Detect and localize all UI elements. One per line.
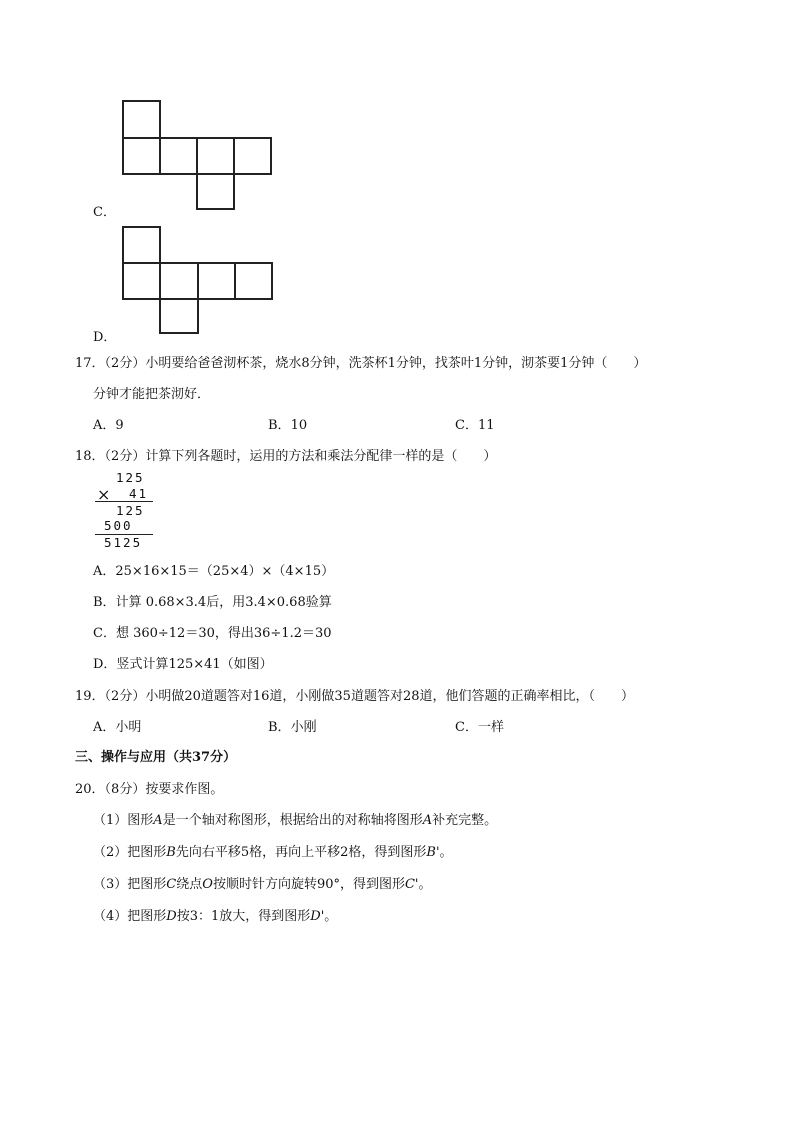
q20-text: 按要求作图。 bbox=[145, 782, 224, 797]
q20-number: 20． bbox=[75, 782, 105, 797]
q18-number: 18． bbox=[75, 449, 105, 464]
option-c-label[interactable]: C． bbox=[93, 205, 116, 220]
item-text: 补充完整。 bbox=[432, 813, 498, 828]
q18-option-a[interactable] bbox=[93, 560, 334, 579]
figure-variable: O bbox=[202, 877, 213, 892]
q19-option-a[interactable] bbox=[93, 716, 141, 735]
calc-rule bbox=[95, 501, 153, 502]
q20-item-4 bbox=[93, 905, 337, 924]
net-c-svg bbox=[120, 98, 276, 212]
q18-text: 计算下列各题时，运用的方法和乘法分配律一样的是（ ） bbox=[145, 449, 497, 464]
net-d-square bbox=[160, 299, 198, 333]
q20-stem bbox=[75, 778, 223, 797]
option-value: 11 bbox=[477, 418, 495, 433]
item-text: 。 bbox=[439, 845, 453, 860]
q20-item-3 bbox=[93, 873, 432, 892]
q18-stem bbox=[75, 445, 496, 464]
figure-variable: C' bbox=[404, 877, 419, 892]
item-text: 把图形 bbox=[127, 877, 167, 892]
item-text: 。 bbox=[418, 877, 432, 892]
q17-score: （2分） bbox=[104, 356, 146, 371]
figure-variable: D bbox=[166, 909, 177, 924]
q20-item-1 bbox=[93, 809, 497, 828]
q19-number: 19． bbox=[75, 689, 105, 704]
item-number: （3） bbox=[93, 877, 128, 892]
q17-text-line1: 小明要给爸爸沏杯茶，烧水8分钟，洗茶杯1分钟，找茶叶1分钟，沏茶要1分钟（ ） bbox=[145, 356, 647, 371]
option-d-label[interactable]: D． bbox=[93, 330, 117, 345]
q20-score: （8分） bbox=[104, 782, 146, 797]
q18-option-c[interactable] bbox=[93, 622, 332, 641]
net-c-square bbox=[197, 138, 234, 174]
net-c-square bbox=[197, 174, 234, 209]
net-d-svg bbox=[120, 224, 276, 336]
figure-variable: C bbox=[166, 877, 177, 892]
figure-variable: B' bbox=[426, 845, 440, 860]
item-text: 把图形 bbox=[127, 845, 167, 860]
q19-stem bbox=[75, 685, 634, 704]
item-text: 按3：1放大，得到图形 bbox=[176, 909, 311, 924]
q20-item-2 bbox=[93, 841, 453, 860]
item-text: 把图形 bbox=[127, 909, 167, 924]
option-label: B． bbox=[268, 720, 291, 735]
option-value: 竖式计算125×41（如图） bbox=[116, 657, 273, 672]
section-3-title: 三、操作与应用（共37分） bbox=[75, 750, 237, 765]
option-label: C． bbox=[93, 626, 116, 641]
item-text: 。 bbox=[324, 909, 338, 924]
net-d-square bbox=[160, 263, 198, 299]
q19-option-c[interactable] bbox=[455, 716, 504, 735]
item-text: 绕点 bbox=[176, 877, 203, 892]
option-label: C． bbox=[455, 720, 478, 735]
q18-option-b[interactable] bbox=[93, 591, 332, 610]
item-number: （4） bbox=[93, 909, 128, 924]
net-figure-c bbox=[120, 98, 276, 212]
option-value: 25×16×15＝（25×4）×（4×15） bbox=[115, 564, 335, 579]
q17-option-c[interactable] bbox=[455, 414, 495, 433]
net-c-square bbox=[160, 138, 197, 174]
q18-option-d[interactable] bbox=[93, 653, 273, 672]
option-label: B． bbox=[93, 595, 116, 610]
figure-variable: B bbox=[166, 845, 176, 860]
option-label: A． bbox=[93, 418, 116, 433]
figure-variable: D' bbox=[310, 909, 325, 924]
item-number: （1） bbox=[93, 813, 128, 828]
option-label: A． bbox=[93, 564, 116, 579]
q17-option-a[interactable] bbox=[93, 414, 124, 433]
q17-number: 17． bbox=[75, 356, 105, 371]
option-label: B． bbox=[268, 418, 291, 433]
net-c-square bbox=[123, 138, 160, 174]
net-d-square bbox=[235, 263, 272, 299]
q19-text: 小明做20道题答对16道，小刚做35道题答对28道，他们答题的正确率相比，（ ） bbox=[145, 689, 634, 704]
calc-multiplicand: 125 bbox=[116, 470, 145, 485]
option-value: 想 360÷12＝30，得出36÷1.2＝30 bbox=[115, 626, 332, 641]
net-c-square bbox=[123, 101, 160, 138]
option-value: 10 bbox=[290, 418, 308, 433]
option-value: 计算 0.68×3.4后，用3.4×0.68验算 bbox=[115, 595, 332, 610]
calc-multiplier: 41 bbox=[129, 486, 149, 501]
option-value: 一样 bbox=[477, 720, 504, 735]
q17-text-line2: 分钟才能把茶沏好． bbox=[93, 387, 211, 402]
q17-option-b[interactable] bbox=[268, 414, 307, 433]
net-d-square bbox=[198, 263, 235, 299]
item-text: 是一个轴对称图形，根据给出的对称轴将图形 bbox=[162, 813, 423, 828]
q19-option-b[interactable] bbox=[268, 716, 317, 735]
net-c-square bbox=[234, 138, 271, 174]
option-value: 9 bbox=[115, 418, 124, 433]
net-figure-d bbox=[120, 224, 276, 336]
calc-partial-1: 125 bbox=[116, 503, 145, 518]
calc-result: 5125 bbox=[104, 535, 143, 550]
option-label: C． bbox=[455, 418, 478, 433]
q19-score: （2分） bbox=[104, 689, 146, 704]
item-number: （2） bbox=[93, 845, 128, 860]
calc-times-sign: × bbox=[97, 485, 111, 504]
calc-partial-2: 500 bbox=[104, 518, 133, 533]
item-text: 图形 bbox=[127, 813, 154, 828]
item-text: 按顺时针方向旋转90°，得到图形 bbox=[212, 877, 405, 892]
option-value: 小明 bbox=[115, 720, 142, 735]
q18-score: （2分） bbox=[104, 449, 146, 464]
net-d-square bbox=[123, 227, 160, 263]
q17-line1 bbox=[75, 352, 646, 371]
option-label: A． bbox=[93, 720, 116, 735]
figure-variable: A bbox=[422, 813, 433, 828]
figure-variable: A bbox=[153, 813, 163, 828]
net-d-square bbox=[123, 263, 160, 299]
option-value: 小刚 bbox=[290, 720, 317, 735]
option-label: D． bbox=[93, 657, 117, 672]
item-text: 先向右平移5格，再向上平移2格，得到图形 bbox=[175, 845, 427, 860]
